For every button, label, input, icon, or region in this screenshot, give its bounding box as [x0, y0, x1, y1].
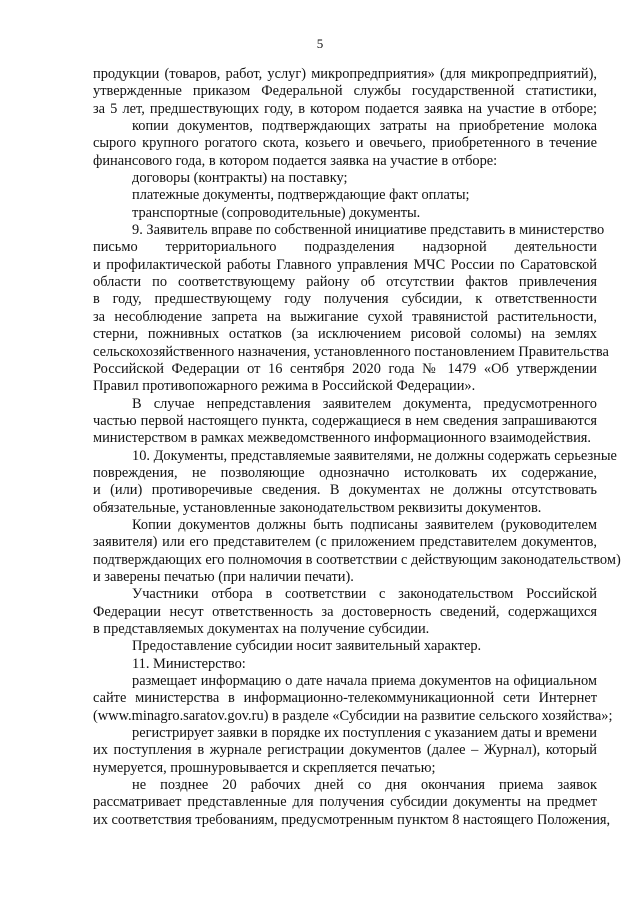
text-line: 11. Министерство: [132, 655, 246, 672]
text-line: Федерации несут ответственность за достоверность сведений, содержащихся [93, 603, 597, 620]
text-line: Предоставление субсидии носит заявительный характер. [132, 638, 482, 655]
text-line: подтверждающих его полномочия в соответствии с действующим законодательством) [93, 551, 621, 568]
text-line: Копии документов должны быть подписаны заявителем (руководителем [132, 516, 597, 533]
text-line: их соответствия требованиям, предусмотренным пунктом 8 настоящего Положения, [93, 811, 611, 828]
text-line: 9. Заявитель вправе по собственной инициативе представить в министерство [132, 222, 605, 239]
text-line: сайте министерства в информационно-телекоммуникационной сети Интернет [93, 690, 597, 707]
text-line: и заверены печатью (при наличии печати). [93, 568, 354, 585]
text-line: В случае непредставления заявителем документа, предусмотренного [132, 395, 597, 412]
text-line: обязательные, установленные законодательством реквизиты документов. [93, 499, 542, 516]
text-line: в представляемых документах на получение субсидии. [93, 621, 430, 637]
text-line: Российской Федерации от 16 сентября 2020 года № 1479 «Об утверждении [93, 360, 597, 377]
text-line: и (или) противоречивые сведения. В документах не должны отсутствовать [93, 482, 597, 499]
text-line: не позднее 20 рабочих дней со дня окончания приема заявок [132, 777, 597, 794]
text-line: рассматривает представленные для получения субсидии документы на предмет [93, 794, 597, 811]
text-line: сельскохозяйственного назначения, установленного постановлением Правительства [93, 343, 609, 360]
text-line: копии документов, подтверждающих затраты на приобретение молока [132, 118, 597, 135]
text-line: договоры (контракты) на поставку; [132, 170, 348, 187]
document-body [93, 66, 621, 829]
text-line: повреждения, не позволяющие однозначно истолковать их содержание, [93, 464, 597, 481]
text-line: (www.minagro.saratov.gov.ru) в разделе «Субсидии на развитие сельского хозяйства»; [93, 707, 613, 724]
text-line: продукции (товаров, работ, услуг) микропредприятия» (для микропредприятий), [93, 66, 597, 82]
text-line: заявителя) или его представителем (с приложением представителем документов, [93, 534, 597, 551]
text-line: сырого крупного рогатого скота, козьего и овечьего, приобретенного в течение [93, 135, 597, 152]
text-line: Правил противопожарного режима в Российской Федерации». [93, 378, 476, 395]
text-line: транспортные (сопроводительные) документы. [132, 204, 421, 221]
text-line: области по соответствующему району об отсутствии фактов привлечения [93, 274, 597, 291]
text-line: размещает информацию о дате начала приема документов на официальном [132, 673, 597, 690]
text-line: министерством в рамках межведомственного информационного взаимодействия. [93, 430, 591, 447]
text-line: финансового года, в котором подается заявка на участие в отборе: [93, 152, 498, 169]
text-line: письмо территориального подразделения надзорной деятельности [93, 239, 597, 256]
text-line: утвержденные приказом Федеральной службы государственной статистики, [93, 83, 597, 100]
text-line: регистрирует заявки в порядке их поступления с указанием даты и времени [132, 725, 597, 742]
text-line: 10. Документы, представляемые заявителями, не должны содержать серьезные [132, 447, 617, 464]
text-line: и профилактической работы Главного управления МЧС России по Саратовской [93, 256, 597, 273]
text-line: нумеруется, прошнуровывается и скрепляется печатью; [93, 759, 436, 776]
text-line: в году, предшествующему году получения субсидии, к ответственности [93, 291, 597, 308]
text-line: за 5 лет, предшествующих году, в котором подается заявка на участие в отборе; [93, 100, 597, 117]
text-line: Участники отбора в соответствии с законодательством Российской [132, 586, 597, 603]
text-line: стерни, пожнивных остатков (за исключением рисовой соломы) на землях [93, 326, 597, 343]
page-number: 5 [316, 36, 324, 51]
text-line: за несоблюдение запрета на выжигание сухой травянистой растительности, [93, 308, 597, 325]
text-line: платежные документы, подтверждающие факт оплаты; [132, 187, 470, 204]
text-line: частью первой настоящего пункта, содержащиеся в нем сведения запрашиваются [93, 412, 597, 429]
text-line: их поступления в журнале регистрации документов (далее – Журнал), который [93, 742, 597, 759]
